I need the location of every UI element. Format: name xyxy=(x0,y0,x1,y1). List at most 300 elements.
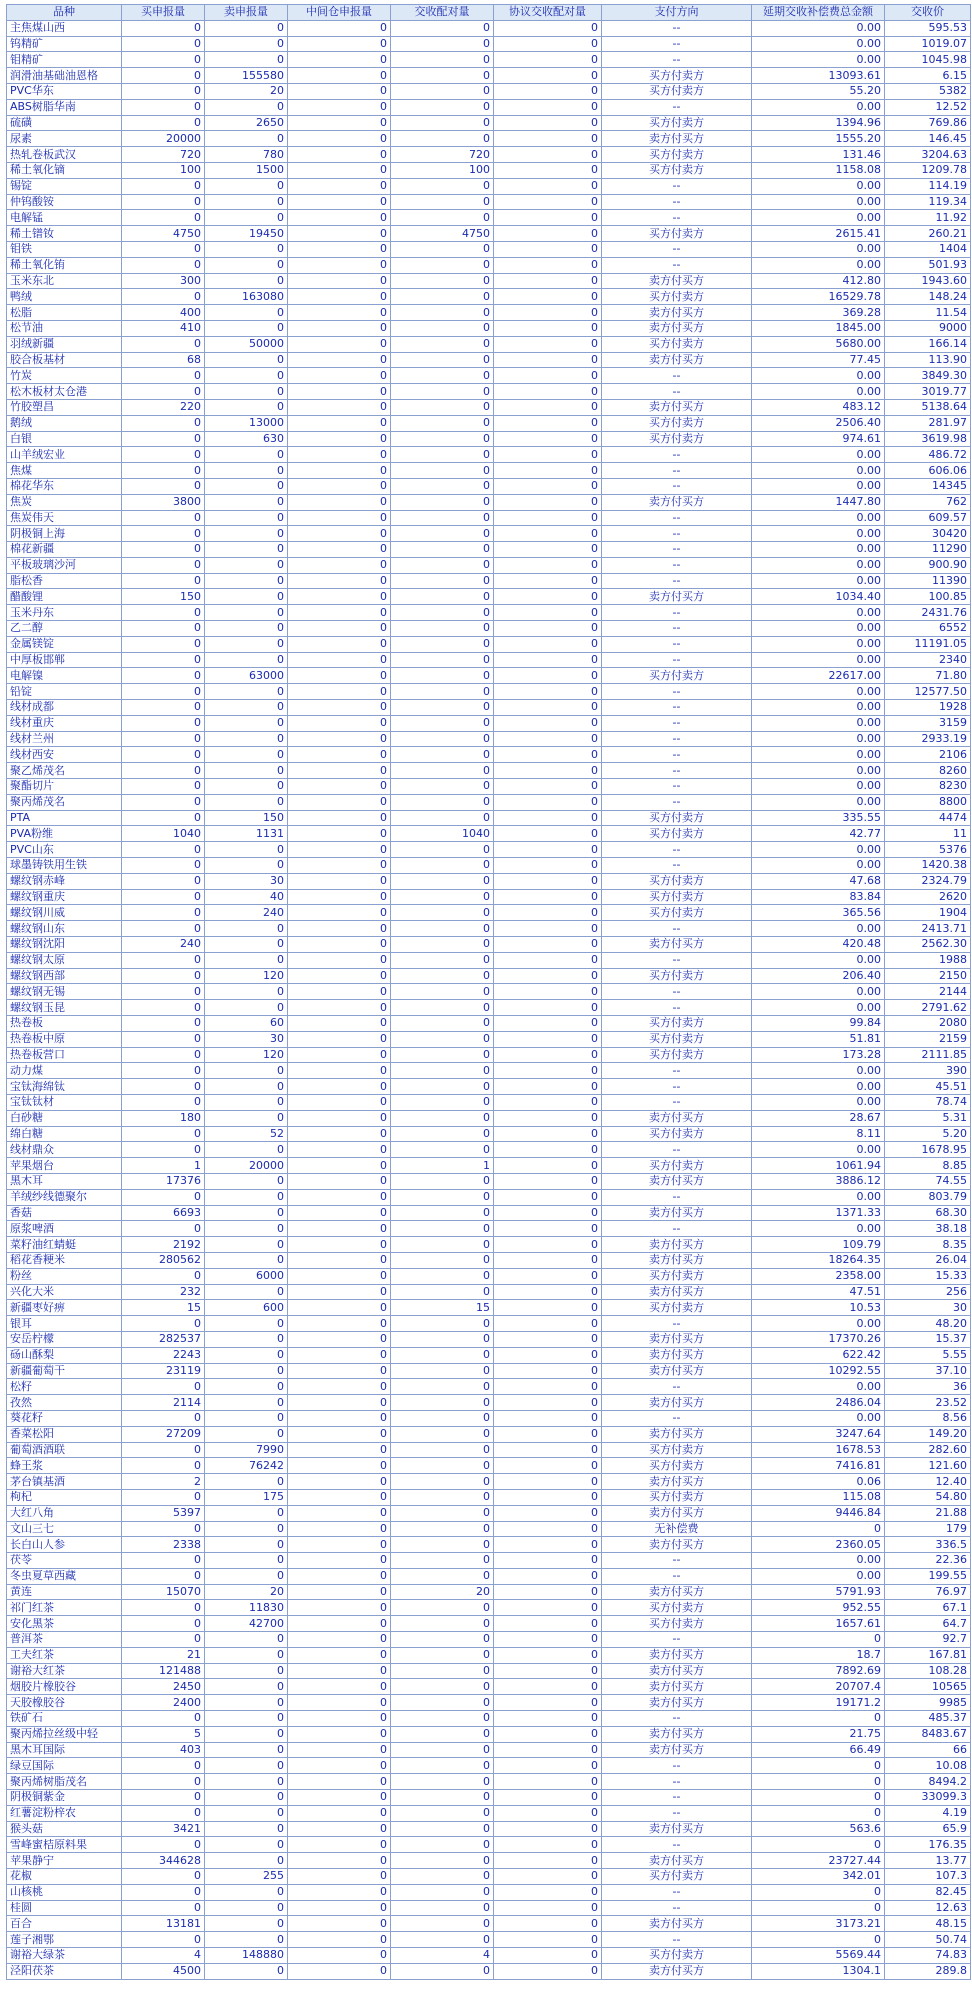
payment-direction-cell: -- xyxy=(602,573,752,589)
settlement-price-cell: 11.92 xyxy=(885,210,971,226)
sell-declared-cell: 0 xyxy=(205,241,288,257)
agreement-matched-cell: 0 xyxy=(494,1711,602,1727)
sell-declared-cell: 0 xyxy=(205,1774,288,1790)
payment-direction-cell: -- xyxy=(602,1932,752,1948)
agreement-matched-cell: 0 xyxy=(494,826,602,842)
sell-declared-cell: 1131 xyxy=(205,826,288,842)
sell-declared-cell: 0 xyxy=(205,1316,288,1332)
payment-direction-cell: -- xyxy=(602,478,752,494)
sell-declared-cell: 0 xyxy=(205,178,288,194)
buy-declared-cell: 150 xyxy=(122,589,205,605)
agreement-matched-cell: 0 xyxy=(494,1284,602,1300)
table-row xyxy=(7,1963,971,1979)
intermediate-declared-cell: 0 xyxy=(288,1284,391,1300)
buy-declared-cell: 410 xyxy=(122,320,205,336)
variety-cell: 山羊绒宏业 xyxy=(7,447,122,463)
settlement-price-cell: 256 xyxy=(885,1284,971,1300)
table-row xyxy=(7,1726,971,1742)
variety-cell: 黑木耳国际 xyxy=(7,1742,122,1758)
variety-cell: 胶合板基材 xyxy=(7,352,122,368)
sell-declared-cell: 0 xyxy=(205,557,288,573)
variety-cell: 羽绒新疆 xyxy=(7,336,122,352)
delivery-matched-cell: 0 xyxy=(391,36,494,52)
sell-declared-cell: 0 xyxy=(205,952,288,968)
agreement-matched-cell: 0 xyxy=(494,1695,602,1711)
payment-direction-cell: -- xyxy=(602,1632,752,1648)
sell-declared-cell: 0 xyxy=(205,399,288,415)
sell-declared-cell: 630 xyxy=(205,431,288,447)
buy-declared-cell: 0 xyxy=(122,1869,205,1885)
sell-declared-cell: 0 xyxy=(205,1790,288,1806)
table-row xyxy=(7,1568,971,1584)
payment-direction-cell: 卖方付买方 xyxy=(602,1347,752,1363)
variety-cell: 菜籽油红蜻蜓 xyxy=(7,1237,122,1253)
variety-cell: 葡萄酒酒联 xyxy=(7,1442,122,1458)
sell-declared-cell: 0 xyxy=(205,779,288,795)
variety-cell: 螺纹钢无锡 xyxy=(7,984,122,1000)
agreement-matched-cell: 0 xyxy=(494,1821,602,1837)
variety-cell: 烟胶片橡胶谷 xyxy=(7,1679,122,1695)
delivery-matched-cell: 15 xyxy=(391,1300,494,1316)
payment-direction-cell: -- xyxy=(602,542,752,558)
settlement-price-cell: 3619.98 xyxy=(885,431,971,447)
sell-declared-cell: 11830 xyxy=(205,1600,288,1616)
intermediate-declared-cell: 0 xyxy=(288,668,391,684)
agreement-matched-cell: 0 xyxy=(494,621,602,637)
settlement-price-cell: 260.21 xyxy=(885,226,971,242)
settlement-price-cell: 5.20 xyxy=(885,1126,971,1142)
agreement-matched-cell: 0 xyxy=(494,1016,602,1032)
buy-declared-cell: 280562 xyxy=(122,1252,205,1268)
payment-direction-cell: 买方付卖方 xyxy=(602,1616,752,1632)
delivery-matched-cell: 0 xyxy=(391,779,494,795)
variety-cell: 白银 xyxy=(7,431,122,447)
deferred-compensation-cell: 99.84 xyxy=(752,1016,885,1032)
sell-declared-cell: 0 xyxy=(205,1553,288,1569)
intermediate-declared-cell: 0 xyxy=(288,273,391,289)
buy-declared-cell: 0 xyxy=(122,20,205,36)
table-row xyxy=(7,289,971,305)
delivery-matched-cell: 0 xyxy=(391,1963,494,1979)
delivery-matched-cell: 0 xyxy=(391,794,494,810)
agreement-matched-cell: 0 xyxy=(494,1347,602,1363)
sell-declared-cell: 0 xyxy=(205,1537,288,1553)
buy-declared-cell: 27209 xyxy=(122,1426,205,1442)
deferred-compensation-cell: 0 xyxy=(752,1790,885,1806)
payment-direction-cell: -- xyxy=(602,178,752,194)
variety-cell: 苹果静宁 xyxy=(7,1853,122,1869)
table-row xyxy=(7,1000,971,1016)
intermediate-declared-cell: 0 xyxy=(288,1711,391,1727)
sell-declared-cell: 0 xyxy=(205,1726,288,1742)
sell-declared-cell: 0 xyxy=(205,937,288,953)
variety-cell: 黄连 xyxy=(7,1584,122,1600)
table-row xyxy=(7,99,971,115)
payment-direction-cell: 买方付卖方 xyxy=(602,1158,752,1174)
settlement-price-cell: 609.57 xyxy=(885,510,971,526)
deferred-compensation-cell: 1034.40 xyxy=(752,589,885,605)
sell-declared-cell: 0 xyxy=(205,1663,288,1679)
intermediate-declared-cell: 0 xyxy=(288,1679,391,1695)
intermediate-declared-cell: 0 xyxy=(288,1189,391,1205)
variety-cell: 黑木耳 xyxy=(7,1173,122,1189)
buy-declared-cell: 5397 xyxy=(122,1505,205,1521)
deferred-compensation-cell: 0.00 xyxy=(752,842,885,858)
delivery-matched-cell: 0 xyxy=(391,731,494,747)
settlement-price-cell: 1045.98 xyxy=(885,52,971,68)
sell-declared-cell: 0 xyxy=(205,1505,288,1521)
deferred-compensation-cell: 563.6 xyxy=(752,1821,885,1837)
table-row xyxy=(7,1142,971,1158)
variety-cell: 砀山酥梨 xyxy=(7,1347,122,1363)
sell-declared-cell: 0 xyxy=(205,20,288,36)
variety-cell: 螺纹钢山东 xyxy=(7,921,122,937)
header-agreement-matched: 协议交收配对量 xyxy=(494,5,602,21)
delivery-matched-cell: 0 xyxy=(391,968,494,984)
table-row xyxy=(7,257,971,273)
payment-direction-cell: -- xyxy=(602,1189,752,1205)
buy-declared-cell: 0 xyxy=(122,763,205,779)
delivery-matched-cell: 1 xyxy=(391,1158,494,1174)
deferred-compensation-cell: 0.00 xyxy=(752,478,885,494)
settlement-price-cell: 11290 xyxy=(885,542,971,558)
table-row xyxy=(7,162,971,178)
buy-declared-cell: 6693 xyxy=(122,1205,205,1221)
table-row xyxy=(7,1063,971,1079)
buy-declared-cell: 0 xyxy=(122,1458,205,1474)
intermediate-declared-cell: 0 xyxy=(288,226,391,242)
intermediate-declared-cell: 0 xyxy=(288,257,391,273)
delivery-matched-cell: 0 xyxy=(391,1237,494,1253)
sell-declared-cell: 0 xyxy=(205,1173,288,1189)
variety-cell: PVC山东 xyxy=(7,842,122,858)
variety-cell: 螺纹钢太原 xyxy=(7,952,122,968)
agreement-matched-cell: 0 xyxy=(494,510,602,526)
buy-declared-cell: 4 xyxy=(122,1948,205,1964)
deferred-compensation-cell: 952.55 xyxy=(752,1600,885,1616)
variety-cell: 羊绒纱线德聚尔 xyxy=(7,1189,122,1205)
settlement-price-cell: 82.45 xyxy=(885,1884,971,1900)
intermediate-declared-cell: 0 xyxy=(288,715,391,731)
settlement-price-cell: 3019.77 xyxy=(885,384,971,400)
agreement-matched-cell: 0 xyxy=(494,147,602,163)
payment-direction-cell: 卖方付买方 xyxy=(602,494,752,510)
buy-declared-cell: 0 xyxy=(122,115,205,131)
settlement-price-cell: 5376 xyxy=(885,842,971,858)
table-row xyxy=(7,842,971,858)
table-row xyxy=(7,1884,971,1900)
intermediate-declared-cell: 0 xyxy=(288,1790,391,1806)
buy-declared-cell: 0 xyxy=(122,1316,205,1332)
sell-declared-cell: 0 xyxy=(205,794,288,810)
sell-declared-cell: 0 xyxy=(205,1079,288,1095)
table-row xyxy=(7,431,971,447)
variety-cell: 蜂王浆 xyxy=(7,1458,122,1474)
table-row xyxy=(7,368,971,384)
agreement-matched-cell: 0 xyxy=(494,1205,602,1221)
settlement-price-cell: 78.74 xyxy=(885,1094,971,1110)
agreement-matched-cell: 0 xyxy=(494,1916,602,1932)
settlement-price-cell: 1209.78 xyxy=(885,162,971,178)
delivery-matched-cell: 0 xyxy=(391,1458,494,1474)
agreement-matched-cell: 0 xyxy=(494,921,602,937)
sell-declared-cell: 0 xyxy=(205,1000,288,1016)
agreement-matched-cell: 0 xyxy=(494,1568,602,1584)
variety-cell: 螺纹钢重庆 xyxy=(7,889,122,905)
header-sell-declared: 卖申报量 xyxy=(205,5,288,21)
settlement-price-cell: 179 xyxy=(885,1521,971,1537)
buy-declared-cell: 0 xyxy=(122,1790,205,1806)
sell-declared-cell: 19450 xyxy=(205,226,288,242)
delivery-matched-cell: 0 xyxy=(391,937,494,953)
deferred-compensation-cell: 0.00 xyxy=(752,1000,885,1016)
buy-declared-cell: 13181 xyxy=(122,1916,205,1932)
deferred-compensation-cell: 0.00 xyxy=(752,210,885,226)
intermediate-declared-cell: 0 xyxy=(288,952,391,968)
buy-declared-cell: 0 xyxy=(122,1932,205,1948)
delivery-matched-cell: 0 xyxy=(391,605,494,621)
sell-declared-cell: 0 xyxy=(205,605,288,621)
table-row xyxy=(7,1758,971,1774)
variety-cell: 竹胶塑昌 xyxy=(7,399,122,415)
variety-cell: 稀土氧化铕 xyxy=(7,257,122,273)
agreement-matched-cell: 0 xyxy=(494,526,602,542)
delivery-matched-cell: 0 xyxy=(391,447,494,463)
intermediate-declared-cell: 0 xyxy=(288,1600,391,1616)
variety-cell: 银耳 xyxy=(7,1316,122,1332)
settlement-price-cell: 11390 xyxy=(885,573,971,589)
intermediate-declared-cell: 0 xyxy=(288,1884,391,1900)
sell-declared-cell: 0 xyxy=(205,194,288,210)
sell-declared-cell: 0 xyxy=(205,763,288,779)
intermediate-declared-cell: 0 xyxy=(288,463,391,479)
variety-cell: 线材西安 xyxy=(7,747,122,763)
table-row xyxy=(7,621,971,637)
buy-declared-cell: 0 xyxy=(122,526,205,542)
buy-declared-cell: 0 xyxy=(122,542,205,558)
payment-direction-cell: 卖方付买方 xyxy=(602,1474,752,1490)
sell-declared-cell: 60 xyxy=(205,1016,288,1032)
deferred-compensation-cell: 28.67 xyxy=(752,1110,885,1126)
settlement-price-cell: 45.51 xyxy=(885,1079,971,1095)
deferred-compensation-cell: 0.00 xyxy=(752,684,885,700)
deferred-compensation-cell: 1678.53 xyxy=(752,1442,885,1458)
sell-declared-cell: 0 xyxy=(205,273,288,289)
payment-direction-cell: -- xyxy=(602,1000,752,1016)
delivery-matched-cell: 0 xyxy=(391,1331,494,1347)
sell-declared-cell: 0 xyxy=(205,1205,288,1221)
agreement-matched-cell: 0 xyxy=(494,320,602,336)
table-row xyxy=(7,1489,971,1505)
agreement-matched-cell: 0 xyxy=(494,83,602,99)
intermediate-declared-cell: 0 xyxy=(288,984,391,1000)
buy-declared-cell: 0 xyxy=(122,1711,205,1727)
settlement-price-cell: 5138.64 xyxy=(885,399,971,415)
payment-direction-cell: 买方付卖方 xyxy=(602,147,752,163)
intermediate-declared-cell: 0 xyxy=(288,1126,391,1142)
buy-declared-cell: 180 xyxy=(122,1110,205,1126)
agreement-matched-cell: 0 xyxy=(494,858,602,874)
payment-direction-cell: 买方付卖方 xyxy=(602,289,752,305)
payment-direction-cell: 买方付卖方 xyxy=(602,162,752,178)
intermediate-declared-cell: 0 xyxy=(288,320,391,336)
header-buy-declared: 买申报量 xyxy=(122,5,205,21)
agreement-matched-cell: 0 xyxy=(494,1442,602,1458)
agreement-matched-cell: 0 xyxy=(494,1616,602,1632)
deferred-compensation-cell: 0.00 xyxy=(752,557,885,573)
buy-declared-cell: 220 xyxy=(122,399,205,415)
table-row xyxy=(7,873,971,889)
deferred-compensation-cell: 2506.40 xyxy=(752,415,885,431)
buy-declared-cell: 0 xyxy=(122,1268,205,1284)
sell-declared-cell: 0 xyxy=(205,684,288,700)
agreement-matched-cell: 0 xyxy=(494,162,602,178)
settlement-price-cell: 68.30 xyxy=(885,1205,971,1221)
delivery-matched-cell: 0 xyxy=(391,889,494,905)
sell-declared-cell: 30 xyxy=(205,873,288,889)
intermediate-declared-cell: 0 xyxy=(288,1695,391,1711)
settlement-price-cell: 5382 xyxy=(885,83,971,99)
intermediate-declared-cell: 0 xyxy=(288,368,391,384)
deferred-compensation-cell: 5680.00 xyxy=(752,336,885,352)
delivery-settlement-table xyxy=(6,4,971,1980)
payment-direction-cell: -- xyxy=(602,794,752,810)
payment-direction-cell: 卖方付买方 xyxy=(602,1742,752,1758)
intermediate-declared-cell: 0 xyxy=(288,1742,391,1758)
payment-direction-cell: 无补偿费 xyxy=(602,1521,752,1537)
settlement-price-cell: 67.1 xyxy=(885,1600,971,1616)
sell-declared-cell: 0 xyxy=(205,652,288,668)
agreement-matched-cell: 0 xyxy=(494,937,602,953)
agreement-matched-cell: 0 xyxy=(494,1837,602,1853)
delivery-matched-cell: 0 xyxy=(391,1900,494,1916)
agreement-matched-cell: 0 xyxy=(494,1790,602,1806)
deferred-compensation-cell: 0 xyxy=(752,1711,885,1727)
deferred-compensation-cell: 0.00 xyxy=(752,731,885,747)
intermediate-declared-cell: 0 xyxy=(288,399,391,415)
table-row xyxy=(7,889,971,905)
table-row xyxy=(7,794,971,810)
sell-declared-cell: 600 xyxy=(205,1300,288,1316)
agreement-matched-cell: 0 xyxy=(494,1331,602,1347)
table-row xyxy=(7,905,971,921)
deferred-compensation-cell: 0.00 xyxy=(752,1379,885,1395)
settlement-price-cell: 486.72 xyxy=(885,447,971,463)
delivery-matched-cell: 0 xyxy=(391,1600,494,1616)
agreement-matched-cell: 0 xyxy=(494,1679,602,1695)
delivery-matched-cell: 0 xyxy=(391,336,494,352)
buy-declared-cell: 0 xyxy=(122,1632,205,1648)
buy-declared-cell: 344628 xyxy=(122,1853,205,1869)
intermediate-declared-cell: 0 xyxy=(288,1821,391,1837)
variety-cell: 雪峰蜜桔原料果 xyxy=(7,1837,122,1853)
delivery-matched-cell: 0 xyxy=(391,842,494,858)
intermediate-declared-cell: 0 xyxy=(288,289,391,305)
deferred-compensation-cell: 10292.55 xyxy=(752,1363,885,1379)
variety-cell: 茅台镇基酒 xyxy=(7,1474,122,1490)
agreement-matched-cell: 0 xyxy=(494,1900,602,1916)
table-row xyxy=(7,1695,971,1711)
variety-cell: 电解镍 xyxy=(7,668,122,684)
delivery-matched-cell: 0 xyxy=(391,1726,494,1742)
intermediate-declared-cell: 0 xyxy=(288,1016,391,1032)
table-row xyxy=(7,747,971,763)
delivery-matched-cell: 0 xyxy=(391,1063,494,1079)
delivery-matched-cell: 0 xyxy=(391,1221,494,1237)
table-row xyxy=(7,1474,971,1490)
variety-cell: 热卷板中原 xyxy=(7,1031,122,1047)
buy-declared-cell: 2 xyxy=(122,1474,205,1490)
delivery-matched-cell: 0 xyxy=(391,1521,494,1537)
table-row xyxy=(7,478,971,494)
intermediate-declared-cell: 0 xyxy=(288,810,391,826)
table-row xyxy=(7,336,971,352)
payment-direction-cell: 买方付卖方 xyxy=(602,226,752,242)
deferred-compensation-cell: 0.00 xyxy=(752,858,885,874)
deferred-compensation-cell: 0.00 xyxy=(752,1316,885,1332)
payment-direction-cell: -- xyxy=(602,241,752,257)
intermediate-declared-cell: 0 xyxy=(288,1726,391,1742)
settlement-price-cell: 11191.05 xyxy=(885,636,971,652)
variety-cell: 稀土镨钕 xyxy=(7,226,122,242)
agreement-matched-cell: 0 xyxy=(494,873,602,889)
deferred-compensation-cell: 0.00 xyxy=(752,1079,885,1095)
agreement-matched-cell: 0 xyxy=(494,715,602,731)
table-row xyxy=(7,20,971,36)
delivery-matched-cell: 4750 xyxy=(391,226,494,242)
sell-declared-cell: 0 xyxy=(205,36,288,52)
table-row xyxy=(7,1094,971,1110)
buy-declared-cell: 0 xyxy=(122,557,205,573)
deferred-compensation-cell: 42.77 xyxy=(752,826,885,842)
settlement-price-cell: 8.35 xyxy=(885,1237,971,1253)
table-row xyxy=(7,1173,971,1189)
variety-cell: 螺纹钢川威 xyxy=(7,905,122,921)
delivery-matched-cell: 0 xyxy=(391,1142,494,1158)
variety-cell: 安岳柠檬 xyxy=(7,1331,122,1347)
payment-direction-cell: 卖方付买方 xyxy=(602,305,752,321)
sell-declared-cell: 150 xyxy=(205,810,288,826)
variety-cell: 竹炭 xyxy=(7,368,122,384)
settlement-price-cell: 148.24 xyxy=(885,289,971,305)
intermediate-declared-cell: 0 xyxy=(288,415,391,431)
variety-cell: 钨精矿 xyxy=(7,36,122,52)
variety-cell: 新疆葡萄干 xyxy=(7,1363,122,1379)
payment-direction-cell: -- xyxy=(602,921,752,937)
delivery-matched-cell: 0 xyxy=(391,178,494,194)
delivery-matched-cell: 0 xyxy=(391,194,494,210)
agreement-matched-cell: 0 xyxy=(494,700,602,716)
payment-direction-cell: 买方付卖方 xyxy=(602,1300,752,1316)
payment-direction-cell: 卖方付买方 xyxy=(602,1853,752,1869)
sell-declared-cell: 52 xyxy=(205,1126,288,1142)
deferred-compensation-cell: 1845.00 xyxy=(752,320,885,336)
agreement-matched-cell: 0 xyxy=(494,1426,602,1442)
intermediate-declared-cell: 0 xyxy=(288,1489,391,1505)
delivery-matched-cell: 0 xyxy=(391,384,494,400)
buy-declared-cell: 0 xyxy=(122,842,205,858)
deferred-compensation-cell: 2358.00 xyxy=(752,1268,885,1284)
agreement-matched-cell: 0 xyxy=(494,1126,602,1142)
variety-cell: 大红八角 xyxy=(7,1505,122,1521)
buy-declared-cell: 23119 xyxy=(122,1363,205,1379)
buy-declared-cell: 1 xyxy=(122,1158,205,1174)
agreement-matched-cell: 0 xyxy=(494,573,602,589)
sell-declared-cell: 0 xyxy=(205,1742,288,1758)
variety-cell: 宝钛海绵钛 xyxy=(7,1079,122,1095)
intermediate-declared-cell: 0 xyxy=(288,1300,391,1316)
delivery-matched-cell: 0 xyxy=(391,1647,494,1663)
